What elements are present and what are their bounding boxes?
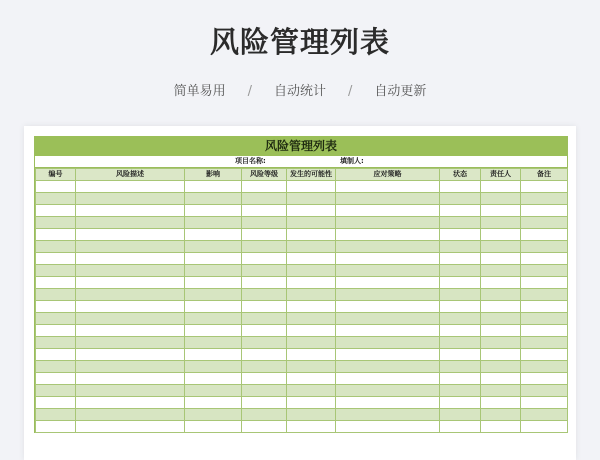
table-cell[interactable] (440, 181, 481, 193)
table-cell[interactable] (287, 421, 336, 433)
feature-auto-stats: 自动统计 (273, 84, 326, 99)
table-cell[interactable] (521, 181, 568, 193)
table-cell[interactable] (287, 397, 336, 409)
table-cell[interactable] (521, 217, 568, 229)
table-cell[interactable] (242, 277, 287, 289)
table-cell[interactable] (481, 289, 521, 301)
table-row (36, 289, 568, 301)
table-cell[interactable] (440, 229, 481, 241)
table-cell[interactable] (440, 337, 481, 349)
table-cell[interactable] (185, 253, 242, 265)
table-cell[interactable] (336, 385, 440, 397)
table-cell[interactable] (481, 241, 521, 253)
table-cell[interactable] (287, 325, 336, 337)
table-cell[interactable] (76, 289, 185, 301)
table-cell[interactable] (287, 301, 336, 313)
table-cell[interactable] (76, 301, 185, 313)
table-row (36, 193, 568, 205)
table-cell[interactable] (76, 193, 185, 205)
table-cell[interactable] (242, 385, 287, 397)
table-row (36, 253, 568, 265)
table-cell[interactable] (76, 361, 185, 373)
table-row (36, 241, 568, 253)
table-cell[interactable] (440, 301, 481, 313)
table-cell[interactable] (336, 253, 440, 265)
table-cell[interactable] (521, 397, 568, 409)
table-cell[interactable] (242, 373, 287, 385)
table-cell[interactable] (185, 217, 242, 229)
table-cell[interactable] (76, 337, 185, 349)
table-cell[interactable] (287, 277, 336, 289)
feature-tagline (0, 83, 600, 101)
table-cell[interactable] (481, 265, 521, 277)
table-cell[interactable] (336, 265, 440, 277)
table-cell[interactable] (440, 397, 481, 409)
table-cell[interactable] (440, 289, 481, 301)
table-cell[interactable] (76, 241, 185, 253)
table-cell[interactable] (336, 337, 440, 349)
table-cell[interactable] (521, 325, 568, 337)
table-cell[interactable] (76, 373, 185, 385)
table-cell[interactable] (242, 289, 287, 301)
table-cell[interactable] (242, 229, 287, 241)
feature-easy: 简单易用 (173, 84, 226, 99)
table-cell[interactable] (287, 181, 336, 193)
table-cell[interactable] (242, 241, 287, 253)
table-cell[interactable] (481, 193, 521, 205)
table-row (36, 373, 568, 385)
table-cell[interactable] (287, 361, 336, 373)
table-cell[interactable] (185, 373, 242, 385)
column-header-row (36, 169, 568, 181)
table-cell[interactable] (185, 337, 242, 349)
table-cell[interactable] (481, 385, 521, 397)
table-row (36, 301, 568, 313)
sheet-title: 风险管理列表 (35, 136, 567, 156)
risk-table (35, 168, 568, 433)
sheet-meta-row (35, 156, 567, 168)
table-cell[interactable] (521, 301, 568, 313)
table-cell[interactable] (185, 229, 242, 241)
table-cell[interactable] (185, 277, 242, 289)
table-cell[interactable] (440, 349, 481, 361)
table-cell[interactable] (76, 313, 185, 325)
table-cell[interactable] (76, 217, 185, 229)
table-cell[interactable] (481, 313, 521, 325)
table-cell[interactable] (440, 373, 481, 385)
table-cell[interactable] (76, 265, 185, 277)
col-notes: 备注 (521, 169, 568, 181)
table-cell[interactable] (521, 253, 568, 265)
table-cell[interactable] (440, 409, 481, 421)
table-cell[interactable] (36, 421, 76, 433)
table-cell[interactable] (36, 265, 76, 277)
table-cell[interactable] (521, 349, 568, 361)
table-cell[interactable] (76, 397, 185, 409)
table-cell[interactable] (242, 217, 287, 229)
table-cell[interactable] (336, 409, 440, 421)
table-cell[interactable] (36, 313, 76, 325)
table-cell[interactable] (336, 241, 440, 253)
table-cell[interactable] (76, 385, 185, 397)
table-cell[interactable] (336, 205, 440, 217)
table-cell[interactable] (287, 205, 336, 217)
table-cell[interactable] (242, 421, 287, 433)
table-cell[interactable] (440, 385, 481, 397)
table-cell[interactable] (36, 289, 76, 301)
table-cell[interactable] (76, 253, 185, 265)
table-cell[interactable] (36, 373, 76, 385)
table-cell[interactable] (481, 361, 521, 373)
table-cell[interactable] (36, 325, 76, 337)
table-cell[interactable] (521, 361, 568, 373)
table-cell[interactable] (521, 409, 568, 421)
table-row (36, 217, 568, 229)
table-cell[interactable] (521, 385, 568, 397)
table-row (36, 337, 568, 349)
table-cell[interactable] (185, 409, 242, 421)
table-row (36, 385, 568, 397)
table-cell[interactable] (440, 253, 481, 265)
table-cell[interactable] (481, 325, 521, 337)
table-cell[interactable] (242, 313, 287, 325)
table-cell[interactable] (287, 337, 336, 349)
table-cell[interactable] (481, 217, 521, 229)
table-cell[interactable] (521, 265, 568, 277)
table-cell[interactable] (36, 181, 76, 193)
table-cell[interactable] (36, 337, 76, 349)
table-row (36, 181, 568, 193)
table-cell[interactable] (336, 193, 440, 205)
table-cell[interactable] (481, 229, 521, 241)
table-cell[interactable] (36, 361, 76, 373)
table-row (36, 397, 568, 409)
table-cell[interactable] (76, 325, 185, 337)
table-cell[interactable] (185, 265, 242, 277)
table-cell[interactable] (336, 313, 440, 325)
table-cell[interactable] (36, 385, 76, 397)
table-cell[interactable] (521, 289, 568, 301)
table-cell[interactable] (185, 325, 242, 337)
project-name-label: 项目名称: (235, 157, 266, 165)
table-cell[interactable] (521, 277, 568, 289)
table-cell[interactable] (336, 397, 440, 409)
table-row (36, 229, 568, 241)
table-cell[interactable] (76, 229, 185, 241)
table-cell[interactable] (336, 277, 440, 289)
col-owner: 责任人 (481, 169, 521, 181)
table-cell[interactable] (242, 181, 287, 193)
table-cell[interactable] (242, 409, 287, 421)
table-cell[interactable] (242, 193, 287, 205)
table-cell[interactable] (287, 253, 336, 265)
table-cell[interactable] (481, 337, 521, 349)
table-cell[interactable] (185, 349, 242, 361)
table-cell[interactable] (336, 229, 440, 241)
table-cell[interactable] (336, 373, 440, 385)
table-cell[interactable] (287, 349, 336, 361)
table-cell[interactable] (185, 397, 242, 409)
table-cell[interactable] (242, 361, 287, 373)
table-cell[interactable] (521, 229, 568, 241)
table-cell[interactable] (481, 277, 521, 289)
table-cell[interactable] (287, 265, 336, 277)
table-cell[interactable] (185, 421, 242, 433)
table-cell[interactable] (287, 229, 336, 241)
table-cell[interactable] (287, 217, 336, 229)
table-cell[interactable] (76, 205, 185, 217)
table-cell[interactable] (36, 409, 76, 421)
table-cell[interactable] (481, 397, 521, 409)
table-cell[interactable] (440, 361, 481, 373)
table-cell[interactable] (185, 193, 242, 205)
table-cell[interactable] (440, 325, 481, 337)
table-cell[interactable] (336, 217, 440, 229)
table-cell[interactable] (185, 241, 242, 253)
table-cell[interactable] (185, 301, 242, 313)
table-cell[interactable] (336, 301, 440, 313)
table-row (36, 409, 568, 421)
table-cell[interactable] (185, 181, 242, 193)
table-row (36, 325, 568, 337)
table-cell[interactable] (521, 193, 568, 205)
table-cell[interactable] (36, 229, 76, 241)
table-body (36, 181, 568, 433)
table-row (36, 313, 568, 325)
table-cell[interactable] (481, 349, 521, 361)
col-risk-level: 风险等级 (242, 169, 287, 181)
table-row (36, 277, 568, 289)
table-cell[interactable] (440, 205, 481, 217)
table-cell[interactable] (185, 361, 242, 373)
table-cell[interactable] (521, 241, 568, 253)
table-row (36, 349, 568, 361)
table-cell[interactable] (76, 349, 185, 361)
table-cell[interactable] (481, 409, 521, 421)
spreadsheet-preview-card[interactable] (24, 126, 576, 460)
table-cell[interactable] (440, 313, 481, 325)
col-impact: 影响 (185, 169, 242, 181)
table-cell[interactable] (481, 421, 521, 433)
table-cell[interactable] (36, 217, 76, 229)
table-cell[interactable] (36, 277, 76, 289)
table-cell[interactable] (287, 313, 336, 325)
table-row (36, 361, 568, 373)
col-response-strategy: 应对策略 (336, 169, 440, 181)
table-row (36, 421, 568, 433)
table-cell[interactable] (287, 373, 336, 385)
table-cell[interactable] (36, 253, 76, 265)
col-risk-description: 风险描述 (76, 169, 185, 181)
table-cell[interactable] (76, 421, 185, 433)
table-cell[interactable] (242, 253, 287, 265)
table-row (36, 265, 568, 277)
table-cell[interactable] (242, 265, 287, 277)
col-id: 编号 (36, 169, 76, 181)
table-cell[interactable] (242, 349, 287, 361)
table-cell[interactable] (287, 409, 336, 421)
table-cell[interactable] (440, 217, 481, 229)
risk-sheet (34, 136, 568, 433)
table-cell[interactable] (336, 421, 440, 433)
table-cell[interactable] (76, 277, 185, 289)
table-cell[interactable] (440, 421, 481, 433)
table-cell[interactable] (481, 205, 521, 217)
table-cell[interactable] (185, 289, 242, 301)
table-cell[interactable] (287, 385, 336, 397)
table-cell[interactable] (521, 205, 568, 217)
table-cell[interactable] (521, 421, 568, 433)
table-cell[interactable] (185, 313, 242, 325)
table-cell[interactable] (440, 241, 481, 253)
page-title: 风险管理列表 (209, 25, 390, 59)
table-cell[interactable] (287, 193, 336, 205)
table-cell[interactable] (336, 289, 440, 301)
table-cell[interactable] (242, 325, 287, 337)
table-cell[interactable] (481, 253, 521, 265)
table-cell[interactable] (36, 193, 76, 205)
table-cell[interactable] (287, 241, 336, 253)
feature-auto-update: 自动更新 (374, 84, 427, 99)
table-cell[interactable] (440, 277, 481, 289)
table-cell[interactable] (36, 397, 76, 409)
table-cell[interactable] (481, 301, 521, 313)
table-cell[interactable] (336, 181, 440, 193)
table-cell[interactable] (440, 193, 481, 205)
table-cell[interactable] (76, 409, 185, 421)
separator: / (348, 84, 353, 99)
table-cell[interactable] (185, 205, 242, 217)
table-cell[interactable] (481, 373, 521, 385)
table-cell[interactable] (336, 325, 440, 337)
table-cell[interactable] (481, 181, 521, 193)
table-cell[interactable] (36, 301, 76, 313)
table-cell[interactable] (185, 385, 242, 397)
table-cell[interactable] (242, 205, 287, 217)
table-cell[interactable] (76, 181, 185, 193)
col-status: 状态 (440, 169, 481, 181)
table-cell[interactable] (521, 337, 568, 349)
col-likelihood: 发生的可能性 (287, 169, 336, 181)
table-row (36, 205, 568, 217)
filler-label: 填制人: (340, 157, 364, 165)
table-cell[interactable] (36, 349, 76, 361)
table-cell[interactable] (336, 349, 440, 361)
table-cell[interactable] (242, 301, 287, 313)
table-cell[interactable] (287, 289, 336, 301)
table-cell[interactable] (242, 397, 287, 409)
separator: / (247, 84, 252, 99)
table-cell[interactable] (36, 241, 76, 253)
table-cell[interactable] (36, 205, 76, 217)
table-cell[interactable] (521, 373, 568, 385)
table-cell[interactable] (440, 265, 481, 277)
table-cell[interactable] (242, 337, 287, 349)
table-cell[interactable] (521, 313, 568, 325)
table-cell[interactable] (336, 361, 440, 373)
